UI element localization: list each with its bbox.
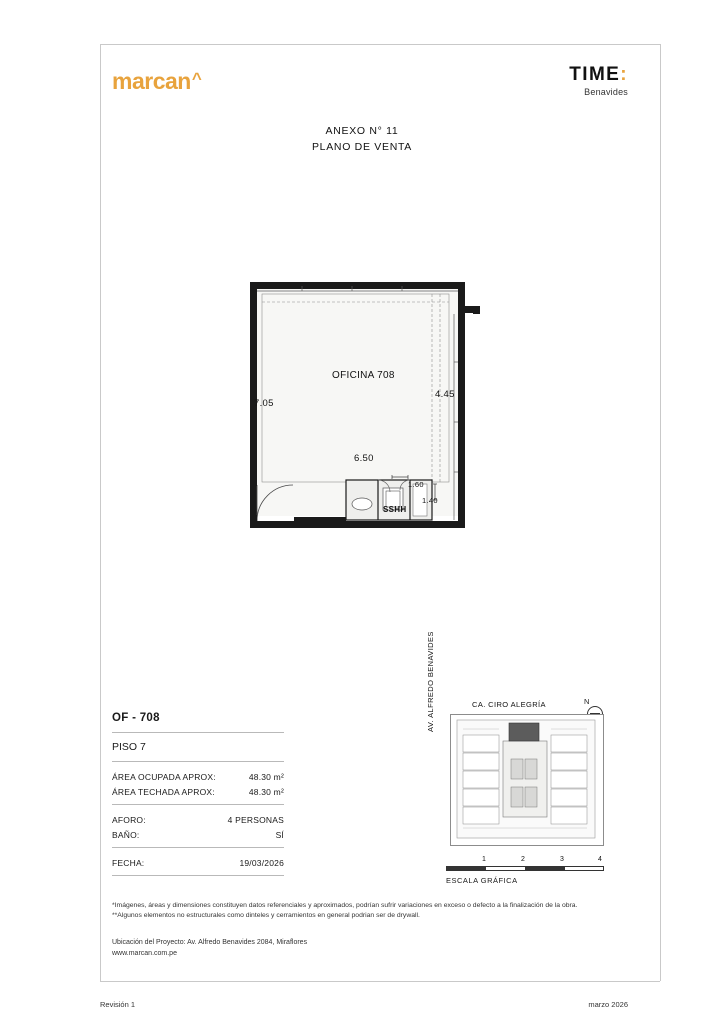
footnotes [112, 901, 632, 921]
sheet-border-bottom [100, 981, 660, 982]
page-title [0, 123, 724, 155]
scale-tick-labels [446, 856, 604, 866]
page-title-line1: ANEXO N° 11 [325, 125, 399, 137]
keyplan-street-left: AV. ALFREDO BENAVIDES [426, 631, 435, 732]
spec-value: 48.30 m² [248, 772, 284, 782]
sheet-border-right [660, 44, 661, 981]
floor-plan-svg [232, 272, 498, 550]
spec-label: BAÑO: [112, 830, 140, 840]
scale-tick: 3 [560, 856, 564, 863]
unit-spec-block [112, 712, 284, 876]
floor-plan-drawing [232, 272, 498, 550]
spec-row [112, 811, 284, 826]
project-website[interactable]: www.marcan.com.pe [112, 949, 177, 957]
spec-value: 4 PERSONAS [227, 815, 284, 825]
graphic-scale-bar [446, 856, 604, 871]
time-benavides-logo [569, 64, 628, 97]
unit-code: OF - 708 [112, 712, 160, 724]
page-title-line2: PLANO DE VENTA [311, 141, 413, 153]
time-logo-colon: : [620, 64, 628, 85]
footnote-1: *Imágenes, áreas y dimensiones constituyen datos referenciales y aproximados, podrían sufrir variaciones en exceso o defecto a la finalización de la obra. [112, 902, 578, 909]
footer-date: marzo 2026 [588, 1000, 628, 1009]
footer-revision: Revisión 1 [100, 1000, 136, 1009]
spec-value: SÍ [275, 830, 284, 840]
spec-row [112, 854, 284, 869]
plan-dimension-right: 4.45 [435, 389, 455, 400]
spec-row [112, 783, 284, 798]
plan-dimension-bath-height: 1.40 [422, 496, 438, 505]
plan-dimension-left: 7.05 [254, 398, 274, 409]
plan-room-label: OFICINA 708 [332, 370, 395, 381]
plan-bathroom-label: SSHH [383, 505, 407, 514]
scale-bar-graphic [446, 866, 604, 871]
keyplan-frame [450, 714, 604, 846]
scale-tick: 2 [521, 856, 525, 863]
spec-label: AFORO: [112, 815, 146, 825]
plan-dimension-bath-width: 1.60 [408, 480, 424, 489]
spec-row [112, 826, 284, 841]
spec-row [112, 768, 284, 783]
keyplan-svg [451, 715, 601, 843]
spec-label: ÁREA OCUPADA APROX: [112, 772, 216, 782]
keyplan-street-top: CA. CIRO ALEGRÍA [472, 700, 546, 709]
caret-icon: ^ [191, 69, 202, 88]
project-location [112, 938, 307, 959]
north-label: N [584, 697, 590, 706]
marcan-logo-text: marcan [112, 68, 191, 94]
scale-tick: 1 [482, 856, 486, 863]
time-logo-subtitle: Benavides [584, 87, 628, 97]
spec-value: 19/03/2026 [239, 858, 284, 868]
marcan-logo [112, 68, 201, 95]
unit-floor: PISO 7 [112, 741, 146, 753]
plan-dimension-bottom: 6.50 [354, 453, 374, 464]
scale-tick: 4 [598, 856, 602, 863]
spec-value: 48.30 m² [248, 787, 284, 797]
spec-divider [112, 875, 284, 876]
footnote-2: **Algunos elementos no estructurales como dinteles y cerramientos en general podrian ser de drywall. [112, 912, 420, 919]
spec-label: FECHA: [112, 858, 145, 868]
project-address: Ubicación del Proyecto: Av. Alfredo Benavides 2084, Miraflores [112, 939, 308, 946]
sheet-border-top [100, 44, 660, 45]
spec-label: ÁREA TECHADA APROX: [112, 787, 215, 797]
sheet-border-left [100, 44, 101, 981]
time-logo-text: TIME [569, 64, 621, 85]
scale-caption: ESCALA GRÁFICA [446, 876, 518, 885]
